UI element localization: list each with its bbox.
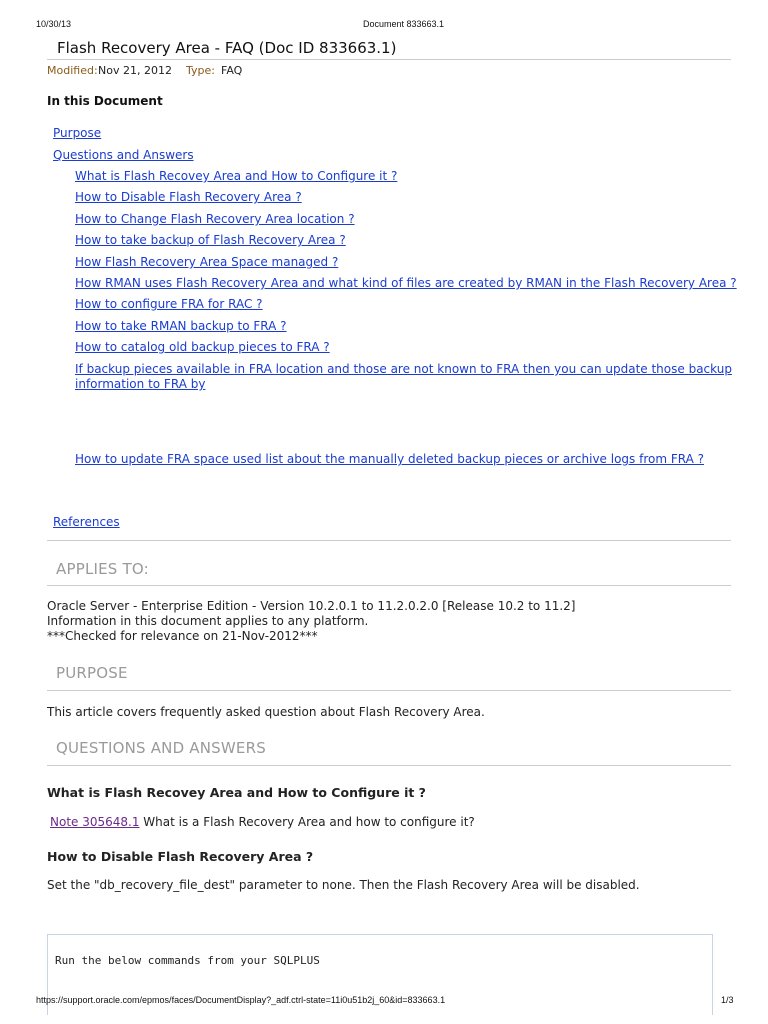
print-date: 10/30/13 [36, 19, 72, 29]
type-value: FAQ [221, 64, 243, 77]
purpose-heading: PURPOSE [56, 664, 128, 682]
modified-label: Modified: [47, 64, 98, 77]
purpose-divider [47, 690, 731, 691]
toc-link-item[interactable]: What is Flash Recovey Area and How to Configure it ? [75, 169, 398, 183]
question-1-heading: What is Flash Recovey Area and How to Configure it ? [47, 785, 426, 800]
toc-link-purpose[interactable]: Purpose [53, 126, 102, 140]
toc-link-item[interactable]: How RMAN uses Flash Recovery Area and what kind of files are created by RMAN in the Flash Recovery Area ? [75, 276, 737, 290]
applies-to-heading: APPLIES TO: [56, 560, 149, 578]
toc-link-item-long-line2[interactable]: information to FRA by [75, 377, 206, 391]
toc-link-questions-answers[interactable]: Questions and Answers [53, 148, 194, 162]
toc-link-item[interactable]: How to configure FRA for RAC ? [75, 297, 263, 311]
print-page-number: 1/3 [721, 995, 734, 1005]
question-2-heading: How to Disable Flash Recovery Area ? [47, 849, 314, 864]
qa-divider [47, 765, 731, 766]
note-link[interactable]: Note 305648.1 [50, 815, 140, 829]
modified-value: Nov 21, 2012 [98, 64, 172, 77]
note-description: What is a Flash Recovery Area and how to configure it? [139, 815, 475, 829]
toc-divider [47, 540, 731, 541]
applies-to-line2: Information in this document applies to any platform. [47, 614, 369, 628]
qa-heading: QUESTIONS AND ANSWERS [56, 739, 266, 757]
toc-link-item-long-line1[interactable]: If backup pieces available in FRA location and those are not known to FRA then you can update those backup [75, 362, 732, 376]
print-doc-name: Document 833663.1 [363, 19, 445, 29]
code-line: Run the below commands from your SQLPLUS [55, 954, 320, 967]
toc-link-item[interactable]: How to take backup of Flash Recovery Area ? [75, 233, 346, 247]
toc-link-item[interactable]: How Flash Recovery Area Space managed ? [75, 255, 339, 269]
toc-link-item[interactable]: How to Disable Flash Recovery Area ? [75, 190, 302, 204]
toc-link-item[interactable]: How to Change Flash Recovery Area location ? [75, 212, 355, 226]
type-label: Type: [186, 64, 215, 77]
applies-to-line3: ***Checked for relevance on 21-Nov-2012*** [47, 629, 318, 643]
question-2-answer: Set the "db_recovery_file_dest" parameter to none. Then the Flash Recovery Area will be disabled. [47, 878, 640, 892]
page-title: Flash Recovery Area - FAQ (Doc ID 833663.1) [57, 39, 397, 57]
toc-link-item[interactable]: How to catalog old backup pieces to FRA ? [75, 340, 330, 354]
question-1-answer [50, 815, 475, 829]
print-url: https://support.oracle.com/epmos/faces/DocumentDisplay?_adf.ctrl-state=11i0u51b2j_60&id=833663.1 [36, 995, 446, 1005]
toc-link-item[interactable]: How to take RMAN backup to FRA ? [75, 319, 287, 333]
applies-to-divider [47, 585, 731, 586]
applies-to-line1: Oracle Server - Enterprise Edition - Version 10.2.0.1 to 11.2.0.2.0 [Release 10.2 to 11.2] [47, 599, 576, 613]
toc-link-item-update[interactable]: How to update FRA space used list about the manually deleted backup pieces or archive logs from FRA ? [75, 452, 704, 466]
title-divider [47, 59, 731, 60]
toc-heading: In this Document [47, 94, 163, 108]
toc-link-references[interactable]: References [53, 515, 120, 529]
purpose-text: This article covers frequently asked question about Flash Recovery Area. [47, 705, 485, 719]
